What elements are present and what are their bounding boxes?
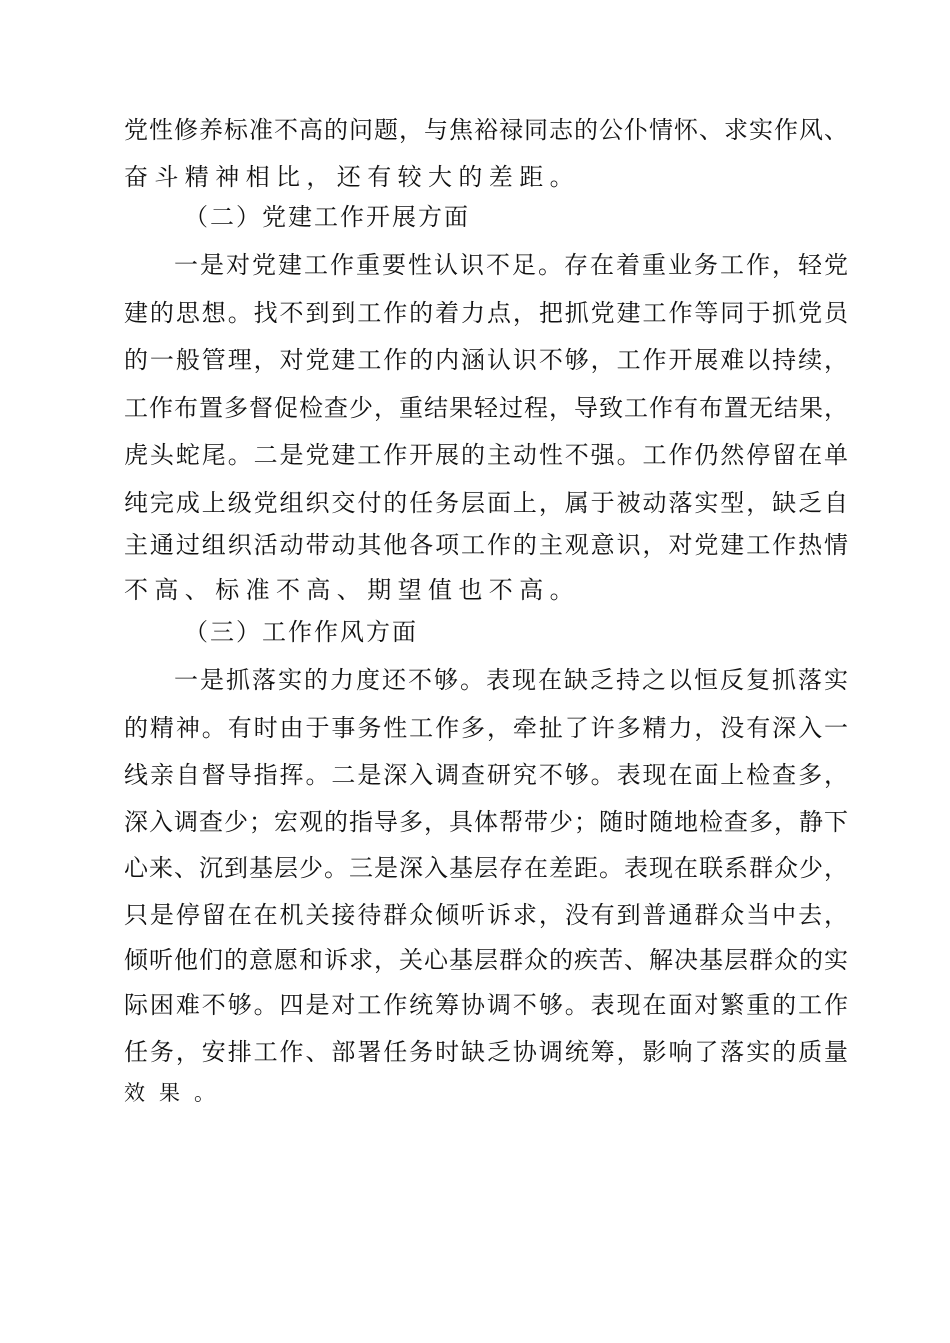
paragraph-line: 心来、沉到基层少。三是深入基层存在差距。表现在联系群众少， <box>124 854 848 882</box>
paragraph-line: 效果。 <box>124 1081 229 1105</box>
paragraph-line: 党性修养标准不高的问题，与焦裕禄同志的公仆情怀、求实作风、 <box>124 116 848 144</box>
paragraph-line: 建的思想。找不到到工作的着力点，把抓党建工作等同于抓党员 <box>124 299 848 327</box>
paragraph-line: 只是停留在在机关接待群众倾听诉求，没有到普通群众当中去， <box>124 901 848 929</box>
paragraph-line: 不高、标准不高、期望值也不高。 <box>124 576 580 604</box>
paragraph-line: 线亲自督导指挥。二是深入调查研究不够。表现在面上检查多， <box>124 761 848 789</box>
paragraph-line: 的精神。有时由于事务性工作多，牵扯了许多精力，没有深入一 <box>124 714 848 742</box>
paragraph-line: 奋斗精神相比，还有较大的差距。 <box>124 163 580 191</box>
section-heading-2: （二）党建工作开展方面 <box>184 203 470 231</box>
paragraph-line: 纯完成上级党组织交付的任务层面上，属于被动落实型，缺乏自 <box>124 489 848 517</box>
paragraph-line: 际困难不够。四是对工作统筹协调不够。表现在面对繁重的工作 <box>124 991 848 1019</box>
paragraph-line: 任务，安排工作、部署任务时缺乏协调统筹，影响了落实的质量 <box>124 1038 848 1066</box>
paragraph-line: 一是抓落实的力度还不够。表现在缺乏持之以恒反复抓落实 <box>174 666 848 694</box>
paragraph-line: 的一般管理，对党建工作的内涵认识不够，工作开展难以持续， <box>124 346 848 374</box>
paragraph-line: 一是对党建工作重要性认识不足。存在着重业务工作，轻党 <box>174 251 848 279</box>
paragraph-line: 虎头蛇尾。二是党建工作开展的主动性不强。工作仍然停留在单 <box>124 441 848 469</box>
paragraph-line: 深入调查少；宏观的指导多，具体帮带少；随时随地检查多，静下 <box>124 808 848 836</box>
paragraph-line: 工作布置多督促检查少，重结果轻过程，导致工作有布置无结果， <box>124 394 848 422</box>
paragraph-line: 倾听他们的意愿和诉求，关心基层群众的疾苦、解决基层群众的实 <box>124 946 848 974</box>
section-heading-3: （三）工作作风方面 <box>184 618 418 646</box>
paragraph-line: 主通过组织活动带动其他各项工作的主观意识，对党建工作热情 <box>124 531 848 559</box>
